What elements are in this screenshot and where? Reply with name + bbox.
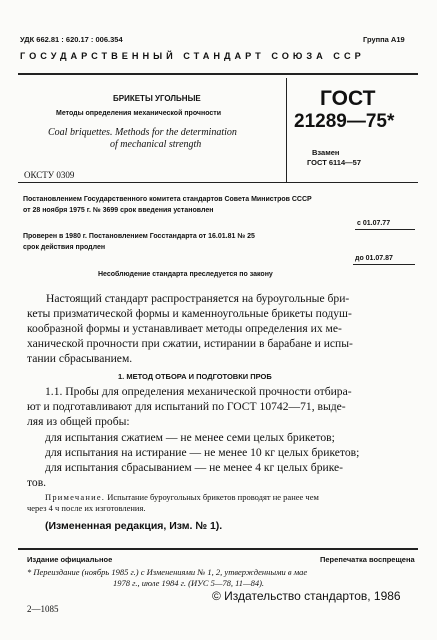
document-title: БРИКЕТЫ УГОЛЬНЫЕ bbox=[113, 94, 201, 103]
header-rule bbox=[18, 73, 418, 75]
list-item: для испытания сбрасыванием — не менее 4 кг целых брике- bbox=[45, 461, 344, 474]
reprint-prohibited: Перепечатка воспрещена bbox=[320, 555, 415, 564]
section-text-line: ляя из общей пробы: bbox=[27, 415, 130, 428]
section-text-line: 1.1. Пробы для определения механической прочности отбира- bbox=[45, 385, 352, 398]
list-item: для испытания на истирание — не менее 10 кг целых брикетов; bbox=[45, 446, 360, 459]
list-item-tail: тов. bbox=[27, 476, 47, 489]
official-edition: Издание официальное bbox=[27, 555, 113, 564]
okstu-code: ОКСТУ 0309 bbox=[24, 170, 75, 180]
check-line1: Проверен в 1980 г. Постановлением Госстандарта от 16.01.81 № 25 bbox=[23, 233, 255, 240]
title-rule bbox=[18, 182, 418, 183]
note-text-line2: через 4 ч после их изготовления. bbox=[27, 503, 146, 513]
title-english-line1: Coal briquettes. Methods for the determination bbox=[48, 127, 237, 138]
intro-line: кообразной формы и устанавливает методы определения их ме- bbox=[27, 322, 342, 335]
check-line2: срок действия продлен bbox=[23, 244, 106, 251]
extended-date: до 01.07.87 bbox=[355, 255, 393, 262]
reissue-line1: * Переиздание (ноябрь 1985 г.) с Изменениями № 1, 2, утвержденными в мае bbox=[27, 567, 308, 577]
effective-underline bbox=[355, 229, 415, 230]
intro-line: тании сбрасыванием. bbox=[27, 352, 133, 365]
revision-note: (Измененная редакция, Изм. № 1). bbox=[45, 520, 223, 532]
title-divider bbox=[286, 78, 287, 182]
note-text: Испытание буроугольных брикетов проводят не ранее чем bbox=[107, 492, 319, 502]
extended-underline bbox=[353, 264, 415, 265]
org-title: ГОСУДАРСТВЕННЫЙ СТАНДАРТ СОЮЗА ССР bbox=[20, 51, 365, 61]
print-code: 2—1085 bbox=[27, 604, 59, 614]
group-code: Группа А19 bbox=[363, 35, 405, 44]
footer-rule bbox=[18, 548, 418, 550]
intro-line: кеты призматической формы и каменноугольные брикеты подуш- bbox=[27, 307, 352, 320]
section-text-line: ют и подготавливают для испытаний по ГОСТ 10742—71, выде- bbox=[27, 400, 346, 413]
note-label: Примечание. bbox=[45, 492, 106, 502]
list-item: для испытания сжатием — не менее семи целых брикетов; bbox=[45, 431, 335, 444]
reissue-line2: 1978 г., июле 1984 г. (ИУС 5—78, 11—84). bbox=[113, 578, 265, 588]
document-subtitle: Методы определения механической прочности bbox=[56, 110, 222, 117]
note bbox=[45, 492, 319, 502]
title-english-line2: of mechanical strength bbox=[110, 139, 202, 150]
udk-code: УДК 662.81 : 620.17 : 006.354 bbox=[20, 35, 123, 44]
gost-label: ГОСТ bbox=[320, 87, 376, 110]
decree-line1: Постановлением Государственного комитета стандартов Совета Министров СССР bbox=[23, 196, 312, 203]
decree-line2: от 28 ноября 1975 г. № 3699 срок введения установлен bbox=[23, 207, 214, 214]
intro-line: Настоящий стандарт распространяется на буроугольные бри- bbox=[46, 292, 350, 305]
effective-date: с 01.07.77 bbox=[357, 220, 391, 227]
law-warning: Несоблюдение стандарта преследуется по закону bbox=[98, 271, 273, 278]
replaces-label: Взамен bbox=[312, 148, 340, 157]
section-heading: 1. МЕТОД ОТБОРА И ПОДГОТОВКИ ПРОБ bbox=[118, 372, 272, 381]
gost-number: 21289—75* bbox=[294, 111, 395, 132]
replaces-value: ГОСТ 6114—57 bbox=[307, 158, 361, 167]
intro-line: ханической прочности при сжатии, истирании в барабане и испы- bbox=[27, 337, 353, 350]
copyright: © Издательство стандартов, 1986 bbox=[212, 589, 401, 603]
